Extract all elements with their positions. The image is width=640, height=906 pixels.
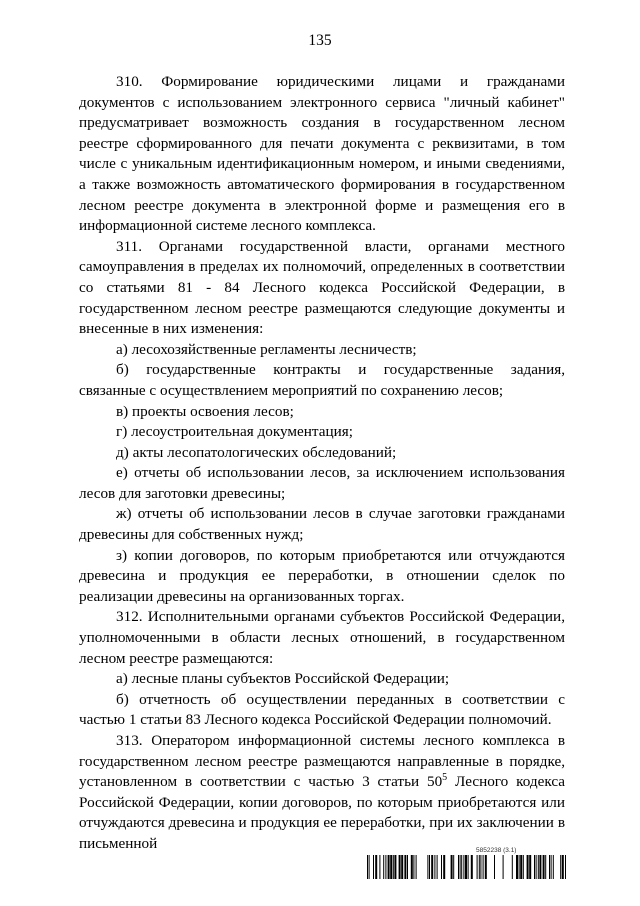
list-item-312-a: а) лесные планы субъектов Российской Федерации; (116, 670, 450, 688)
superscript-article-number: 5 (442, 772, 448, 784)
list-item-311-a: а) лесохозяйственные регламенты лесничеств; (116, 340, 417, 358)
list-item-312-b: б) отчетность об осуществлении переданных в соответствии с частью 1 статьи 83 Лесного кодекса Российской Федерации полномочий. (79, 690, 565, 729)
paragraph-311: 311. Органами государственной власти, органами местного самоуправления в пределах их полномочий, определенных в соответствии со статьями 81 - 84 Лесного кодекса Российской Федерации, в государственном лесном реестре размещаются следующие документы и внесенные в них изменения: (79, 237, 565, 338)
list-item-311-g: г) лесоустроительная документация; (116, 423, 353, 441)
document-code: 5852238 (3.1) (476, 847, 517, 854)
paragraph-313-text-continued: Лесного кодекса Российской Федерации, копии договоров, по которым приобретаются или отчуждаются древесина и продукция ее переработки, при их заключении в письменной (79, 773, 565, 852)
list-item-311-d: д) акты лесопатологических обследований; (116, 443, 397, 461)
paragraph-313 (79, 731, 565, 855)
document-body (79, 72, 565, 855)
list-item-311-z: з) копии договоров, по которым приобретаются или отчуждаются древесина и продукция ее переработки, в отношении сделок по реализации древесины на организованных торгах. (79, 546, 565, 605)
list-item-311-v: в) проекты освоения лесов; (116, 402, 294, 420)
paragraph-310: 310. Формирование юридическими лицами и гражданами документов с использованием электронного сервиса "личный кабинет" предусматривает возможность создания в государственном лесном реестре сформированного для печати документа с реквизитами, в том числе с уникальным идентификационным номером, и иными сведениями, а также возможность автоматического формирования в государственном лесном реестре документа в электронной форме и размещения его в информационной системе лесного комплекса. (79, 73, 565, 235)
page-number: 135 (308, 32, 332, 49)
list-item-311-b: б) государственные контракты и государственные задания, связанные с осуществлением мероприятий по сохранению лесов; (79, 361, 565, 399)
list-item-311-zh: ж) отчеты об использовании лесов в случае заготовки гражданами древесины для собственных нужд; (79, 505, 565, 544)
paragraph-312: 312. Исполнительными органами субъектов Российской Федерации, уполномоченными в области лесных отношений, в государственном лесном реестре размещаются: (79, 608, 565, 667)
paragraph-313-text: 313. Оператором информационной системы лесного комплекса в государственном лесном реестре размещаются направленные в порядке, установленном в соответствии с частью 3 статьи 50 (79, 732, 565, 791)
barcode-icon (367, 855, 571, 879)
list-item-311-e: е) отчеты об использовании лесов, за исключением использования лесов для заготовки древесины; (79, 464, 565, 502)
